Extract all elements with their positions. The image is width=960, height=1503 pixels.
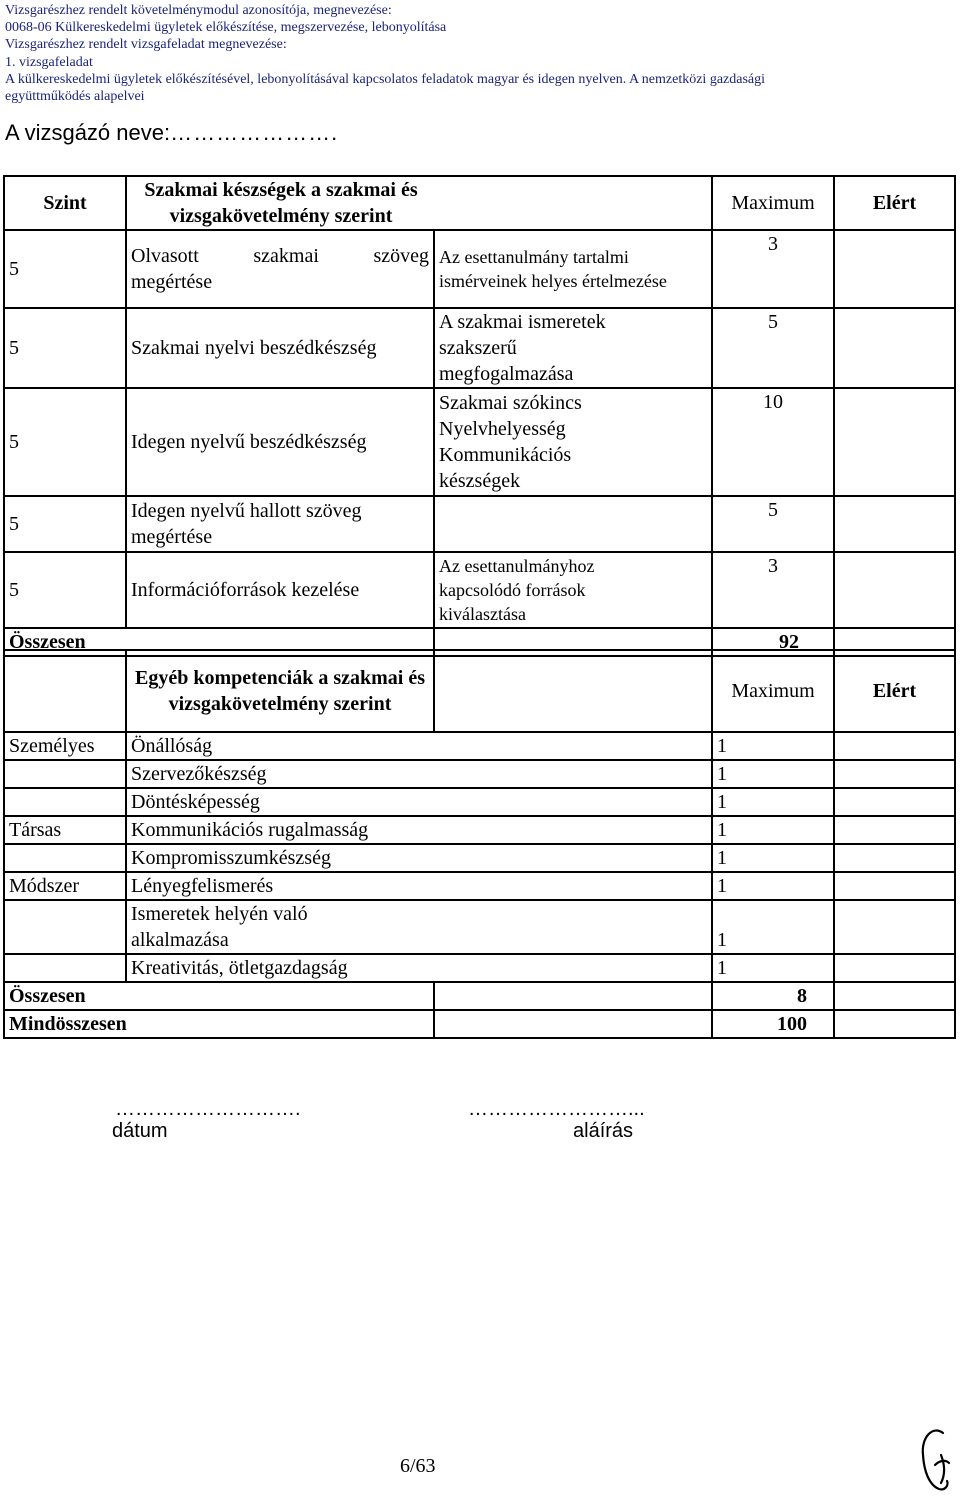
header-task-number: 1. vizsgafeladat	[5, 55, 93, 70]
grand-total-row	[4, 1010, 955, 1038]
elert-cell[interactable]	[834, 760, 955, 788]
elert-cell[interactable]	[834, 1010, 955, 1038]
szint-cell: 5	[4, 496, 126, 552]
competency-cell: Önállóság	[126, 732, 712, 760]
elert-cell[interactable]	[834, 496, 955, 552]
elert-cell[interactable]	[834, 732, 955, 760]
competencies-total-label: Összesen	[4, 982, 434, 1010]
skill-cell: Idegen nyelvű hallott szöveg megértése	[126, 496, 434, 552]
group-cell	[4, 954, 126, 982]
maximum-cell: 1	[712, 732, 834, 760]
header-module-name: 0068-06 Külkereskedelmi ügyletek előkészítése, megszervezése, lebonyolítása	[5, 20, 447, 35]
header-module-label: Vizsgarészhez rendelt követelménymodul azonosítója, megnevezése:	[5, 3, 392, 18]
grand-total-value: 100	[712, 1010, 834, 1038]
table-row	[4, 388, 955, 496]
szint-cell: 5	[4, 308, 126, 388]
competency-cell: Lényegfelismerés	[126, 872, 712, 900]
grand-total-label: Mindösszesen	[4, 1010, 434, 1038]
maximum-cell: 5	[712, 496, 834, 552]
elert-cell[interactable]	[834, 388, 955, 496]
group-cell: Társas	[4, 816, 126, 844]
table-row	[4, 954, 955, 982]
table-row	[4, 552, 955, 628]
elert-cell[interactable]	[834, 552, 955, 628]
elert-cell[interactable]	[834, 844, 955, 872]
maximum-cell: 1	[712, 900, 834, 954]
szint-cell: 5	[4, 388, 126, 496]
table-row	[4, 872, 955, 900]
header-task-description-cont: együttműködés alapelvei	[5, 89, 145, 104]
col-skills-header: Szakmai készségek a szakmai és vizsgakövetelmény szerint	[126, 176, 712, 230]
header-task-description: A külkereskedelmi ügyletek előkészítésével, lebonyolításával kapcsolatos feladatok magyar és idegen nyelven. A nemzetközi gazdasági	[5, 72, 766, 87]
elert-cell[interactable]	[834, 230, 955, 308]
table-row	[4, 760, 955, 788]
competencies-table-header	[4, 650, 955, 732]
group-cell: Személyes	[4, 732, 126, 760]
table-row	[4, 844, 955, 872]
description-cell: Az esettanulmányhoz kapcsolódó források kiválasztása	[434, 552, 712, 628]
col-elert-header: Elért	[834, 176, 955, 230]
table-row	[4, 496, 955, 552]
competency-cell: Ismeretek helyén való alkalmazása	[126, 900, 712, 954]
table-row	[4, 230, 955, 308]
competency-cell: Kommunikációs rugalmasság	[126, 816, 712, 844]
group-cell	[4, 900, 126, 954]
competency-cell: Kreativitás, ötletgazdagság	[126, 954, 712, 982]
elert-cell[interactable]	[834, 954, 955, 982]
maximum-cell: 1	[712, 844, 834, 872]
szint-cell: 5	[4, 552, 126, 628]
handwritten-initial-icon	[915, 1425, 955, 1495]
description-cell: Szakmai szókincs Nyelvhelyesség Kommunikációs készségek	[434, 388, 712, 496]
skills-table	[3, 175, 956, 657]
col-szint-header: Szint	[4, 176, 126, 230]
skill-cell: Szakmai nyelvi beszédkészség	[126, 308, 434, 388]
competency-cell: Szervezőkészség	[126, 760, 712, 788]
maximum-cell: 3	[712, 230, 834, 308]
maximum-cell: 1	[712, 954, 834, 982]
skills-total-value: 92	[712, 628, 834, 656]
col-elert-header: Elért	[834, 650, 955, 732]
date-label: dátum	[112, 1120, 168, 1142]
signature-dots: ……………………...	[468, 1098, 645, 1120]
competencies-total-row	[4, 982, 955, 1010]
skills-total-label: Összesen	[4, 628, 434, 656]
group-cell: Módszer	[4, 872, 126, 900]
elert-cell[interactable]	[834, 788, 955, 816]
maximum-cell: 1	[712, 760, 834, 788]
candidate-name-line	[5, 120, 338, 146]
elert-cell[interactable]	[834, 816, 955, 844]
description-cell: A szakmai ismeretek szakszerű megfogalmazása	[434, 308, 712, 388]
szint-cell: 5	[4, 230, 126, 308]
maximum-cell: 1	[712, 816, 834, 844]
date-dots: ……………………….	[115, 1098, 301, 1120]
maximum-cell: 5	[712, 308, 834, 388]
group-cell	[4, 844, 126, 872]
skill-cell: Olvasott szakmai szöveg megértése	[126, 230, 434, 308]
col-maximum-header: Maximum	[712, 176, 834, 230]
maximum-cell: 3	[712, 552, 834, 628]
elert-cell[interactable]	[834, 308, 955, 388]
table-row	[4, 788, 955, 816]
group-cell	[4, 788, 126, 816]
skill-cell: Információforrások kezelése	[126, 552, 434, 628]
page-number: 6/63	[400, 1455, 436, 1477]
competency-cell: Kompromisszumkészség	[126, 844, 712, 872]
maximum-cell: 1	[712, 872, 834, 900]
competencies-header-title: Egyéb kompetenciák a szakmai és vizsgakövetelmény szerint	[126, 650, 434, 732]
col-maximum-header: Maximum	[712, 650, 834, 732]
elert-cell[interactable]	[834, 982, 955, 1010]
header-task-label: Vizsgarészhez rendelt vizsgafeladat megnevezése:	[5, 37, 287, 52]
skill-cell: Idegen nyelvű beszédkészség	[126, 388, 434, 496]
group-cell	[4, 760, 126, 788]
maximum-cell: 1	[712, 788, 834, 816]
table-row	[4, 732, 955, 760]
table-row	[4, 816, 955, 844]
maximum-cell: 10	[712, 388, 834, 496]
signature-label: aláírás	[573, 1120, 634, 1142]
candidate-name-label: A vizsgázó neve:	[5, 120, 171, 145]
skills-table-header	[4, 176, 955, 230]
competency-cell: Döntésképesség	[126, 788, 712, 816]
elert-cell[interactable]	[834, 900, 955, 954]
table-row	[4, 900, 955, 954]
description-cell	[434, 496, 712, 552]
competencies-table	[3, 649, 956, 1039]
table-row	[4, 308, 955, 388]
competencies-total-value: 8	[712, 982, 834, 1010]
candidate-name-dots: ………………….	[170, 120, 339, 145]
elert-cell[interactable]	[834, 872, 955, 900]
description-cell: Az esettanulmány tartalmi ismérveinek helyes értelmezése	[434, 230, 712, 308]
